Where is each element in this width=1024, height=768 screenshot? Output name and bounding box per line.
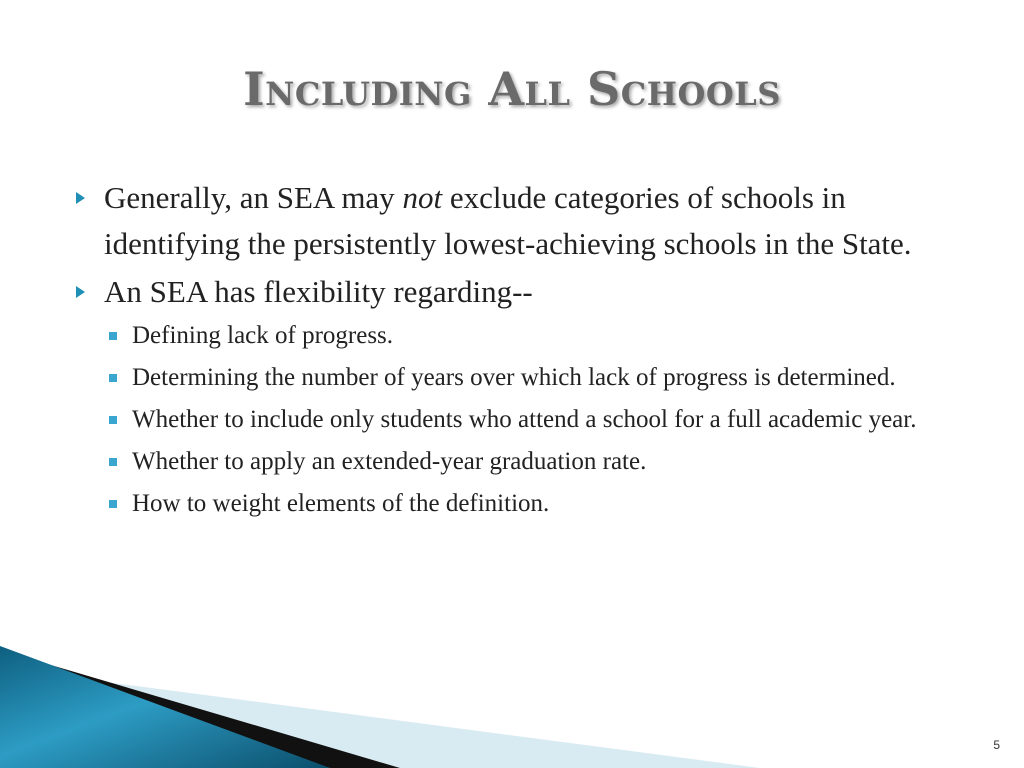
sub-bullet-item <box>74 401 974 439</box>
triangle-arrow-icon <box>76 192 85 204</box>
bullet-text-after: exclude categories of schools in identifying the persistently lowest-achieving schools in the State. <box>104 180 912 261</box>
bullet-text-emphasis: not <box>402 180 443 215</box>
sub-bullet-text: Whether to include only students who attend a school for a full academic year. <box>132 406 917 433</box>
sub-bullet-item <box>74 359 974 397</box>
sub-bullet-item <box>74 485 974 523</box>
square-bullet-icon <box>109 332 117 340</box>
bullet-text: An SEA has flexibility regarding-- <box>104 274 533 309</box>
sub-bullet-text: Defining lack of progress. <box>132 322 394 349</box>
square-bullet-icon <box>109 416 117 424</box>
sub-bullet-text: Whether to apply an extended-year graduation rate. <box>132 448 647 475</box>
slide-title: Including All Schools <box>243 62 781 116</box>
bullet-item <box>74 175 974 267</box>
sub-bullet-text: How to weight elements of the definition. <box>132 490 550 517</box>
sub-bullet-item <box>74 443 974 481</box>
sub-bullet-text: Determining the number of years over which lack of progress is determined. <box>132 364 896 391</box>
square-bullet-icon <box>109 458 117 466</box>
triangle-arrow-icon <box>76 286 85 298</box>
bullet-text-before: Generally, an SEA may <box>104 180 403 215</box>
sub-bullet-item <box>74 317 974 355</box>
page-number: 5 <box>993 738 1000 752</box>
bullet-item <box>74 269 974 315</box>
square-bullet-icon <box>109 374 117 382</box>
slide-body <box>74 175 974 527</box>
square-bullet-icon <box>109 500 117 508</box>
